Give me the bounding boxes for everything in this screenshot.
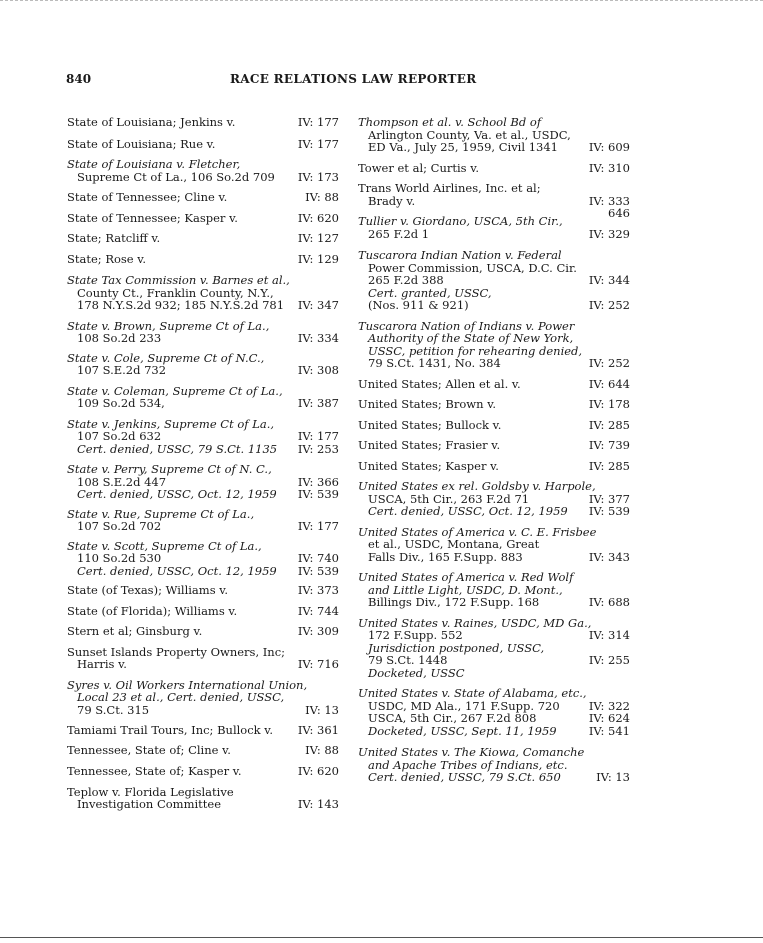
index-entry — [358, 419, 630, 432]
entry-heading: State of Louisiana v. Fletcher, — [67, 157, 241, 171]
entry-continuation: Cert. denied, USSC, 79 S.Ct. 650 — [368, 770, 561, 784]
volume-page-ref: IV: 322 — [588, 698, 630, 713]
index-entry — [358, 162, 630, 175]
volume-page-ref: IV: 377 — [588, 491, 630, 506]
entry-heading: United States; Allen et al. v. — [358, 376, 521, 391]
index-entry — [358, 480, 630, 518]
index-entry — [67, 584, 339, 597]
entry-heading: United States; Kasper v. — [358, 458, 499, 473]
volume-page-ref: IV: 252 — [588, 298, 630, 312]
entry-continuation: 265 F.2d 1 — [368, 226, 430, 241]
entry-heading: State of Louisiana; Rue v. — [67, 136, 216, 151]
volume-page-ref: IV: 373 — [297, 583, 339, 597]
volume-page-ref: IV: 644 — [588, 376, 630, 391]
entry-continuation: Docketed, USSC, Sept. 11, 1959 — [368, 723, 557, 738]
index-entry — [67, 138, 339, 151]
volume-page-ref: IV: 329 — [588, 226, 630, 241]
volume-page-ref: IV: 310 — [588, 160, 630, 175]
volume-page-ref: IV: 285 — [588, 458, 630, 473]
page-number: 840 — [66, 72, 92, 86]
index-entry — [358, 398, 630, 411]
entry-heading: State v. Brown, Supreme Ct of La., — [67, 318, 270, 333]
index-entry — [358, 249, 630, 312]
entry-continuation: Harris v. — [77, 657, 127, 671]
entry-continuation: Billings Div., 172 F.Supp. 168 — [368, 595, 540, 609]
index-entry — [358, 460, 630, 473]
entry-continuation: Arlington County, Va. et al., USDC, — [368, 127, 571, 142]
index-entry — [67, 646, 339, 671]
entry-heading: Teplow v. Florida Legislative — [67, 784, 234, 799]
entry-continuation: Local 23 et al., Cert. denied, USSC, — [77, 690, 285, 704]
entry-continuation: USCA, 5th Cir., 267 F.2d 808 — [368, 711, 537, 725]
entry-heading: State; Rose v. — [67, 251, 147, 266]
entry-continuation: Cert. denied, USSC, 79 S.Ct. 1135 — [77, 441, 278, 456]
volume-page-ref: IV: 347 — [297, 298, 339, 312]
volume-page-ref: IV: 252 — [588, 356, 630, 370]
volume-page-ref: IV: 740 — [297, 551, 339, 565]
index-entry — [67, 232, 339, 245]
entry-continuation: USCA, 5th Cir., 263 F.2d 71 — [368, 491, 530, 506]
entry-continuation: (Nos. 911 & 921) — [368, 298, 469, 312]
entry-heading: Stern et al; Ginsburg v. — [67, 624, 203, 638]
volume-page-ref: IV: 539 — [588, 504, 630, 518]
page-header — [66, 72, 656, 90]
entry-heading: Sunset Islands Property Owners, Inc; — [67, 644, 286, 659]
index-entry — [358, 571, 630, 609]
entry-heading: United States v. Raines, USDC, MD Ga., — [358, 615, 592, 630]
entry-heading: State (of Florida); Williams v. — [67, 603, 238, 618]
index-entry — [67, 540, 339, 578]
entry-heading: Syres v. Oil Workers International Union, — [67, 677, 308, 692]
index-entry — [67, 274, 339, 312]
index-entry — [358, 320, 630, 370]
entry-continuation: 178 N.Y.S.2d 932; 185 N.Y.S.2d 781 — [77, 298, 285, 312]
volume-page-ref: IV: 344 — [588, 273, 630, 287]
entry-continuation: et al., USDC, Montana, Great — [368, 537, 540, 551]
entry-heading: State v. Cole, Supreme Ct of N.C., — [67, 350, 265, 365]
entry-continuation: Jurisdiction postponed, USSC, — [368, 640, 545, 655]
volume-page-ref: IV: 177 — [297, 115, 339, 129]
index-entry — [358, 687, 630, 737]
index-entry — [358, 215, 630, 240]
entry-heading: United States of America v. C. E. Frisbee — [358, 524, 597, 539]
entry-heading: Tuscarora Indian Nation v. Federal — [358, 248, 562, 262]
volume-page-ref: IV: 309 — [297, 624, 339, 638]
entry-heading: State v. Scott, Supreme Ct of La., — [67, 538, 262, 553]
index-entry — [67, 508, 339, 533]
index-entry — [67, 724, 339, 737]
index-entry — [358, 378, 630, 391]
volume-page-ref: IV: 253 — [297, 441, 339, 456]
entry-heading: United States v. State of Alabama, etc., — [358, 686, 587, 700]
index-entry — [358, 439, 630, 452]
entry-heading: Tennessee, State of; Kasper v. — [67, 764, 242, 778]
entry-heading: United States v. The Kiowa, Comanche — [358, 745, 585, 759]
entry-continuation: County Ct., Franklin County, N.Y., — [77, 285, 274, 300]
left-column — [67, 116, 339, 811]
entry-continuation: 107 So.2d 632 — [77, 429, 162, 443]
volume-page-ref: 646 — [608, 206, 630, 220]
index-entry — [67, 605, 339, 618]
entry-heading: State of Tennessee; Kasper v. — [67, 210, 238, 225]
entry-continuation: Cert. denied, USSC, Oct. 12, 1959 — [77, 563, 277, 578]
entry-continuation: 107 S.E.2d 732 — [77, 363, 167, 377]
volume-page-ref: IV: 143 — [297, 797, 339, 811]
volume-page-ref: IV: 88 — [305, 190, 339, 204]
running-title: RACE RELATIONS LAW REPORTER — [230, 72, 477, 86]
index-entry — [67, 625, 339, 638]
index-entry — [67, 679, 339, 717]
entry-heading: United States; Frasier v. — [358, 438, 501, 452]
index-entry — [67, 786, 339, 811]
entry-continuation: 79 S.Ct. 315 — [77, 702, 150, 717]
entry-heading: State Tax Commission v. Barnes et al., — [67, 273, 290, 287]
entry-heading: State v. Perry, Supreme Ct of N. C., — [67, 462, 272, 476]
volume-page-ref: IV: 308 — [297, 363, 339, 377]
entry-continuation: 79 S.Ct. 1431, No. 384 — [368, 356, 501, 370]
index-entry — [67, 212, 339, 225]
entry-continuation: ED Va., July 25, 1959, Civil 1341 — [368, 140, 558, 154]
volume-page-ref: IV: 739 — [588, 438, 630, 452]
index-entry — [67, 191, 339, 204]
entry-continuation: Cert. denied, USSC, Oct. 12, 1959 — [368, 504, 568, 518]
entry-continuation: 107 So.2d 702 — [77, 519, 162, 533]
volume-page-ref: IV: 716 — [297, 657, 339, 671]
entry-heading: United States of America v. Red Wolf — [358, 570, 574, 584]
volume-page-ref: IV: 541 — [588, 723, 630, 738]
volume-page-ref: IV: 13 — [596, 770, 630, 784]
right-column — [358, 116, 630, 784]
entry-heading: United States ex rel. Goldsby v. Harpole, — [358, 479, 596, 493]
entry-continuation: Brady v. — [368, 193, 416, 208]
volume-page-ref: IV: 539 — [297, 563, 339, 578]
volume-page-ref: IV: 366 — [297, 474, 339, 489]
volume-page-ref: IV: 127 — [297, 231, 339, 245]
index-entry — [67, 385, 339, 410]
entry-heading: State of Tennessee; Cline v. — [67, 190, 228, 204]
volume-page-ref: IV: 129 — [297, 251, 339, 266]
volume-page-ref: IV: 177 — [297, 519, 339, 533]
index-entry — [358, 181, 630, 220]
volume-page-ref: IV: 177 — [297, 136, 339, 151]
entry-heading: United States; Bullock v. — [358, 417, 502, 432]
index-entry — [67, 253, 339, 266]
entry-continuation: and Apache Tribes of Indians, etc. — [368, 757, 568, 772]
index-entry — [67, 352, 339, 377]
top-page-edge — [0, 0, 763, 1]
index-entry — [67, 463, 339, 501]
index-entry — [67, 744, 339, 757]
entry-continuation: USSC, petition for rehearing denied, — [368, 343, 583, 358]
volume-page-ref: IV: 285 — [588, 417, 630, 432]
entry-continuation: and Little Light, USDC, D. Mont., — [368, 582, 563, 597]
entry-continuation: Falls Div., 165 F.Supp. 883 — [368, 549, 523, 564]
index-entry — [358, 526, 630, 564]
entry-continuation: 108 S.E.2d 447 — [77, 474, 167, 489]
entry-heading: State v. Rue, Supreme Ct of La., — [67, 506, 255, 521]
entry-continuation: Cert. granted, USSC, — [368, 285, 492, 300]
volume-page-ref: IV: 255 — [588, 653, 630, 667]
volume-page-ref: IV: 333 — [588, 193, 630, 208]
entry-continuation: Docketed, USSC — [368, 665, 465, 680]
entry-heading: Tullier v. Giordano, USCA, 5th Cir., — [358, 214, 563, 228]
index-entry — [67, 320, 339, 345]
volume-page-ref: IV: 361 — [297, 723, 339, 737]
index-entry — [67, 158, 339, 183]
volume-page-ref: IV: 173 — [297, 169, 339, 184]
entry-heading: Tuscarora Nation of Indians v. Power — [358, 318, 575, 333]
entry-continuation: 172 F.Supp. 552 — [368, 628, 463, 642]
volume-page-ref: IV: 609 — [588, 140, 630, 154]
volume-page-ref: IV: 177 — [297, 429, 339, 443]
entry-heading: Tamiami Trail Tours, Inc; Bullock v. — [67, 723, 274, 737]
entry-continuation: 108 So.2d 233 — [77, 331, 162, 345]
entry-continuation: USDC, MD Ala., 171 F.Supp. 720 — [368, 698, 560, 713]
entry-heading: State; Ratcliff v. — [67, 231, 161, 245]
entry-heading: State of Louisiana; Jenkins v. — [67, 115, 236, 129]
volume-page-ref: IV: 314 — [588, 628, 630, 642]
entry-heading: Thompson et al. v. School Bd of — [358, 115, 542, 129]
entry-continuation: 110 So.2d 530 — [77, 551, 162, 565]
entry-heading: State v. Jenkins, Supreme Ct of La., — [67, 416, 274, 431]
entry-continuation: Cert. denied, USSC, Oct. 12, 1959 — [77, 487, 277, 501]
index-entry — [67, 116, 339, 129]
index-entry — [358, 116, 630, 154]
volume-page-ref: IV: 178 — [588, 397, 630, 411]
volume-page-ref: IV: 343 — [588, 549, 630, 564]
volume-page-ref: IV: 624 — [588, 711, 630, 725]
volume-page-ref: IV: 620 — [297, 764, 339, 778]
index-entry — [358, 617, 630, 680]
entry-continuation: Supreme Ct of La., 106 So.2d 709 — [77, 169, 275, 184]
entry-continuation: Authority of the State of New York, — [368, 331, 574, 345]
index-entry — [358, 746, 630, 784]
entry-heading: United States; Brown v. — [358, 397, 496, 411]
volume-page-ref: IV: 688 — [588, 595, 630, 609]
index-entry — [67, 765, 339, 778]
entry-heading: State (of Texas); Williams v. — [67, 583, 229, 597]
entry-continuation: Power Commission, USCA, D.C. Cir. — [368, 260, 577, 275]
entry-heading: State v. Coleman, Supreme Ct of La., — [67, 383, 283, 398]
volume-page-ref: IV: 744 — [297, 603, 339, 618]
entry-continuation: 109 So.2d 534, — [77, 396, 165, 410]
entry-heading: Tennessee, State of; Cline v. — [67, 742, 231, 757]
entry-continuation: Investigation Committee — [77, 797, 222, 811]
volume-page-ref: IV: 539 — [297, 487, 339, 501]
volume-page-ref: IV: 334 — [297, 331, 339, 345]
volume-page-ref: IV: 13 — [305, 702, 339, 717]
volume-page-ref: IV: 88 — [305, 742, 339, 757]
volume-page-ref: IV: 387 — [297, 396, 339, 410]
entry-heading: Trans World Airlines, Inc. et al; — [358, 181, 541, 195]
entry-continuation: 79 S.Ct. 1448 — [368, 653, 448, 667]
entry-heading: Tower et al; Curtis v. — [358, 160, 479, 175]
entry-continuation: 265 F.2d 388 — [368, 273, 444, 287]
bottom-page-edge — [0, 937, 763, 938]
volume-page-ref: IV: 620 — [297, 210, 339, 225]
index-entry — [67, 418, 339, 456]
